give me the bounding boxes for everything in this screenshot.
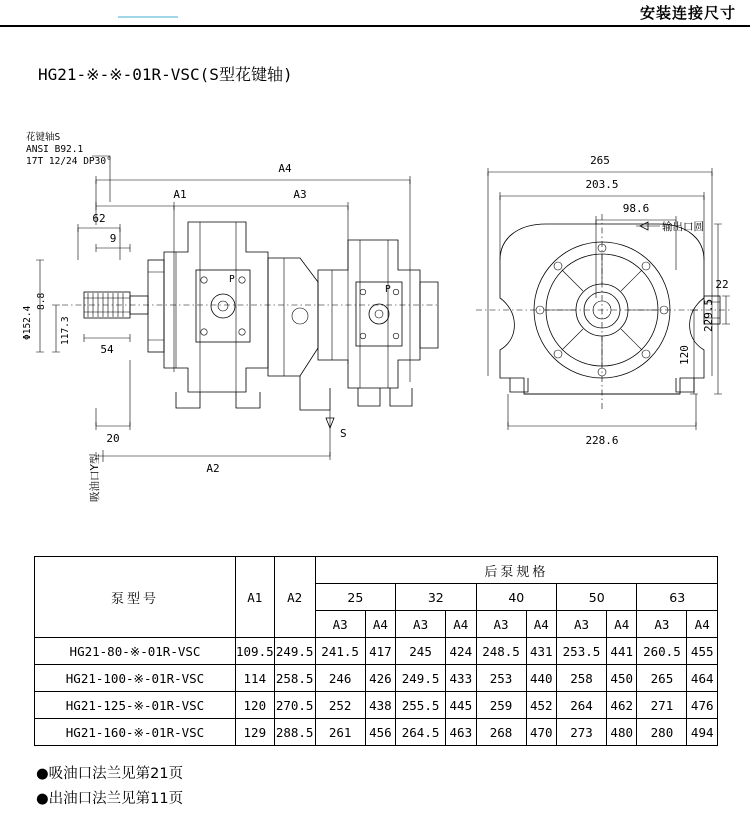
cell-25-a4: 456	[365, 719, 395, 746]
dim-228-6: 228.6	[585, 434, 619, 447]
header-group-40: 40	[476, 584, 556, 611]
header-accent-line	[118, 16, 178, 18]
cell-40-a4: 470	[526, 719, 556, 746]
header-group-63: 63	[637, 584, 718, 611]
dim-20: 20	[106, 432, 120, 445]
dim-9: 9	[109, 232, 117, 245]
cell-a2: 288.5	[274, 719, 315, 746]
header-model: 泵型号	[35, 557, 236, 638]
dim-265: 265	[590, 154, 610, 167]
suction-port-label: 吸油口Y型	[89, 453, 101, 502]
header-group-32: 32	[396, 584, 476, 611]
cell-a1: 114	[236, 665, 275, 692]
table-header-row-1	[35, 557, 718, 584]
header-63-a4: A4	[687, 611, 718, 638]
dim-117-3: 117.3	[60, 316, 71, 345]
cell-25-a3: 261	[315, 719, 365, 746]
cell-63-a3: 280	[637, 719, 687, 746]
cell-40-a4: 440	[526, 665, 556, 692]
header-group-50: 50	[557, 584, 637, 611]
header-63-a3: A3	[637, 611, 687, 638]
cell-50-a4: 462	[606, 692, 636, 719]
header-a2: A2	[274, 557, 315, 638]
header-divider	[0, 25, 750, 27]
cell-63-a3: 265	[637, 665, 687, 692]
cell-40-a3: 248.5	[476, 638, 526, 665]
spline-note-line2: ANSI B92.1	[26, 144, 84, 155]
cell-32-a3: 245	[396, 638, 446, 665]
cell-32-a4: 424	[446, 638, 476, 665]
cell-50-a3: 258	[557, 665, 607, 692]
cell-63-a4: 476	[687, 692, 718, 719]
header-50-a3: A3	[557, 611, 607, 638]
note-outlet-flange: ●出油口法兰见第11页	[36, 791, 184, 807]
dim-22: 22	[715, 278, 729, 291]
outlet-port-label: 输出口圆	[662, 221, 704, 233]
note-suction-flange: ●吸油口法兰见第21页	[36, 766, 184, 782]
dim-a2: A2	[206, 462, 220, 475]
cell-32-a4: 445	[446, 692, 476, 719]
cell-40-a4: 431	[526, 638, 556, 665]
header-25-a3: A3	[315, 611, 365, 638]
header-32-a4: A4	[446, 611, 476, 638]
cell-50-a3: 253.5	[557, 638, 607, 665]
table-row	[35, 719, 718, 746]
cell-63-a3: 260.5	[637, 638, 687, 665]
cell-a2: 270.5	[274, 692, 315, 719]
header-rear-spec: 后泵规格	[315, 557, 717, 584]
cell-25-a3: 241.5	[315, 638, 365, 665]
port-label-p-right: P	[385, 284, 391, 295]
table-row	[35, 692, 718, 719]
dim-diameter-sub: 8.8	[36, 292, 47, 310]
header-40-a4: A4	[526, 611, 556, 638]
cell-a2: 258.5	[274, 665, 315, 692]
dim-s-mark: S	[340, 427, 347, 440]
cell-a1: 120	[236, 692, 275, 719]
header-40-a3: A3	[476, 611, 526, 638]
cell-40-a4: 452	[526, 692, 556, 719]
page-header	[0, 0, 750, 26]
header-group-25: 25	[315, 584, 395, 611]
port-label-p-left: P	[229, 274, 235, 285]
technical-drawing	[0, 110, 750, 530]
dim-a4: A4	[278, 162, 292, 175]
cell-50-a4: 441	[606, 638, 636, 665]
footer-notes	[36, 762, 183, 812]
model-heading: HG21-※-※-01R-VSC(S型花键轴)	[38, 65, 293, 84]
cell-25-a3: 252	[315, 692, 365, 719]
header-25-a4: A4	[365, 611, 395, 638]
header-32-a3: A3	[396, 611, 446, 638]
spline-note-line3: 17T 12/24 DP30°	[26, 156, 112, 167]
cell-model: HG21-80-※-01R-VSC	[35, 638, 236, 665]
cell-25-a4: 426	[365, 665, 395, 692]
cell-model: HG21-125-※-01R-VSC	[35, 692, 236, 719]
table-row	[35, 638, 718, 665]
cell-63-a4: 464	[687, 665, 718, 692]
dim-a1: A1	[173, 188, 187, 201]
spline-note-line1: 花键轴S	[26, 132, 61, 143]
cell-a1: 109.5	[236, 638, 275, 665]
cell-40-a3: 259	[476, 692, 526, 719]
cell-model: HG21-160-※-01R-VSC	[35, 719, 236, 746]
cell-25-a3: 246	[315, 665, 365, 692]
header-a1: A1	[236, 557, 275, 638]
cell-32-a3: 264.5	[396, 719, 446, 746]
cell-63-a4: 494	[687, 719, 718, 746]
cell-50-a3: 273	[557, 719, 607, 746]
cell-a2: 249.5	[274, 638, 315, 665]
cell-63-a3: 271	[637, 692, 687, 719]
cell-50-a4: 450	[606, 665, 636, 692]
cell-63-a4: 455	[687, 638, 718, 665]
cell-32-a3: 249.5	[396, 665, 446, 692]
table-row	[35, 665, 718, 692]
dim-203-5: 203.5	[585, 178, 619, 191]
cell-32-a3: 255.5	[396, 692, 446, 719]
cell-25-a4: 438	[365, 692, 395, 719]
dim-54: 54	[100, 343, 114, 356]
header-50-a4: A4	[606, 611, 636, 638]
dimension-table	[34, 556, 718, 746]
dim-98-6: 98.6	[622, 202, 650, 215]
cell-a1: 129	[236, 719, 275, 746]
cell-25-a4: 417	[365, 638, 395, 665]
dim-62: 62	[92, 212, 106, 225]
page-title: 安装连接尺寸	[639, 4, 736, 22]
cell-model: HG21-100-※-01R-VSC	[35, 665, 236, 692]
dim-229-5: 229.5	[702, 298, 715, 332]
cell-40-a3: 253	[476, 665, 526, 692]
cell-32-a4: 463	[446, 719, 476, 746]
cell-50-a3: 264	[557, 692, 607, 719]
dim-diameter: Φ152.4	[22, 305, 33, 340]
cell-40-a3: 268	[476, 719, 526, 746]
cell-32-a4: 433	[446, 665, 476, 692]
cell-50-a4: 480	[606, 719, 636, 746]
dim-a3: A3	[293, 188, 307, 201]
dim-120: 120	[678, 345, 691, 365]
